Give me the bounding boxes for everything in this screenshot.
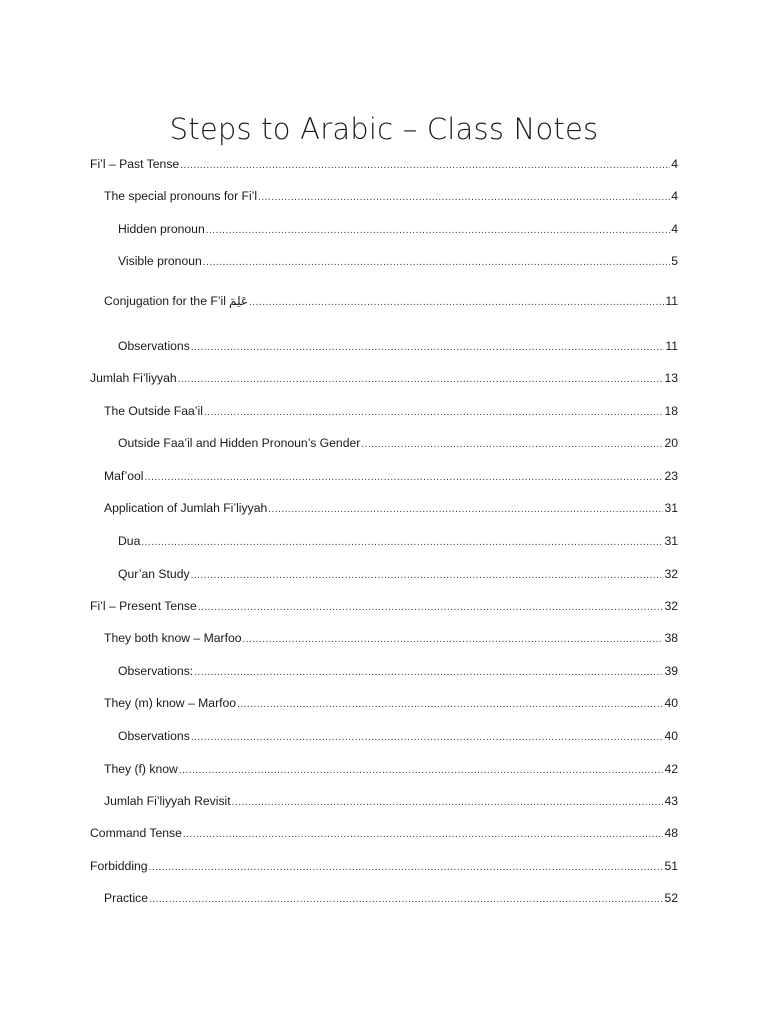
toc-page-number: 11 [665, 294, 678, 308]
toc-entry-command-tense[interactable] [90, 825, 678, 843]
dot-leader [149, 890, 663, 908]
toc-entry-label: They (m) know – Marfoo [104, 696, 237, 710]
dot-leader [203, 253, 670, 271]
toc-entry-they-m-know[interactable] [104, 695, 678, 713]
toc-page-number: 52 [664, 891, 678, 905]
toc-entry-label: Maf’ool [104, 469, 144, 483]
toc-page-number: 13 [664, 371, 678, 385]
toc-entry-label: Fi’l – Past Tense [90, 157, 180, 171]
toc-entry-arabic-word: عَلِمَ [228, 294, 249, 308]
dot-leader [141, 533, 663, 551]
toc-entry-label: Observations: [118, 664, 194, 678]
dot-leader [249, 293, 664, 311]
toc-entry-label: Practice [104, 891, 149, 905]
toc-page-number: 32 [664, 567, 678, 581]
toc-entry-label: Jumlah Fi’liyyah [90, 371, 177, 385]
dot-leader [191, 728, 664, 746]
dot-leader [194, 663, 663, 681]
dot-leader [178, 370, 664, 388]
toc-entry-label: Observations [118, 339, 190, 353]
toc-entry-label: Conjugation for the F’il [104, 294, 226, 308]
toc-page-number: 5 [671, 254, 678, 268]
toc-entry-visible-pronoun[interactable] [118, 253, 678, 271]
dot-leader [179, 761, 664, 779]
toc-entry-label: Outside Faa’il and Hidden Pronoun’s Gender [118, 436, 361, 450]
toc-entry-label: Jumlah Fi’liyyah Revisit [104, 794, 231, 808]
toc-entry-quran-study[interactable] [118, 566, 678, 584]
toc-page-number: 4 [671, 157, 678, 171]
toc-page-number: 40 [664, 729, 678, 743]
dot-leader [191, 566, 664, 584]
toc-entry-observations[interactable] [118, 338, 678, 356]
toc-entry-practice[interactable] [104, 890, 678, 908]
toc-entry-observations-3[interactable] [118, 728, 678, 746]
toc-entry-label: Dua [118, 534, 141, 548]
toc-entry-label: They (f) know [104, 762, 178, 776]
toc-page-number: 4 [671, 222, 678, 236]
toc-page-number: 39 [664, 664, 678, 678]
toc-entry-label: Hidden pronoun [118, 222, 205, 236]
toc-page-number: 31 [664, 501, 678, 515]
dot-leader [191, 338, 665, 356]
toc-page-number: 32 [664, 599, 678, 613]
toc-entry-conjugation[interactable] [104, 293, 678, 311]
toc-entry-jumlah-revisit[interactable] [104, 793, 678, 811]
dot-leader [268, 500, 663, 518]
dot-leader [237, 695, 663, 713]
toc-page-number: 11 [665, 339, 678, 353]
dot-leader [183, 825, 664, 843]
toc-entry-label: They both know – Marfoo [104, 631, 242, 645]
toc-entry-label: Application of Jumlah Fi’liyyah [104, 501, 268, 515]
toc-entry-special-pronouns[interactable] [104, 188, 678, 206]
dot-leader [232, 793, 664, 811]
toc-entry-they-f-know[interactable] [104, 761, 678, 779]
toc-page-number: 23 [664, 469, 678, 483]
dot-leader [180, 156, 670, 174]
toc-entry-label: Fi’l – Present Tense [90, 599, 197, 613]
toc-page-number: 51 [664, 859, 678, 873]
toc-entry-label: Visible pronoun [118, 254, 202, 268]
toc-entry-outside-faail-gender[interactable] [118, 435, 678, 453]
toc-entry-forbidding[interactable] [90, 858, 678, 876]
toc-entry-label: Qur’an Study [118, 567, 190, 581]
toc-page-number: 48 [664, 826, 678, 840]
toc-page-number: 42 [664, 762, 678, 776]
toc-page-number: 4 [671, 189, 678, 203]
toc-page-number: 31 [664, 534, 678, 548]
toc-entry-jumlah-filiyyah[interactable] [90, 370, 678, 388]
toc-entry-outside-faail[interactable] [104, 403, 678, 421]
table-of-contents [90, 0, 678, 1024]
dot-leader [243, 630, 664, 648]
toc-page-number: 20 [664, 436, 678, 450]
toc-entry-mafool[interactable] [104, 468, 678, 486]
toc-entry-observations-2[interactable] [118, 663, 678, 681]
dot-leader [149, 858, 664, 876]
dot-leader [361, 435, 663, 453]
dot-leader [198, 598, 664, 616]
toc-entry-label: Observations [118, 729, 190, 743]
document-title: Steps to Arabic – Class Notes [169, 112, 599, 146]
toc-entry-label: The special pronouns for Fi’l [104, 189, 258, 203]
toc-page-number: 38 [664, 631, 678, 645]
dot-leader [204, 403, 664, 421]
toc-page-number: 40 [664, 696, 678, 710]
toc-entry-application[interactable] [104, 500, 678, 518]
toc-entry-hidden-pronoun[interactable] [118, 221, 678, 239]
toc-entry-label: Forbidding [90, 859, 148, 873]
toc-entry-past-tense[interactable] [90, 156, 678, 174]
toc-entry-present-tense[interactable] [90, 598, 678, 616]
toc-page-number: 43 [664, 794, 678, 808]
toc-entry-label: The Outside Faa’il [104, 404, 203, 418]
dot-leader [145, 468, 664, 486]
toc-page-number: 18 [664, 404, 678, 418]
toc-entry-dua[interactable] [118, 533, 678, 551]
dot-leader [206, 221, 670, 239]
dot-leader [258, 188, 670, 206]
toc-entry-label: Command Tense [90, 826, 182, 840]
toc-entry-they-both-know[interactable] [104, 630, 678, 648]
